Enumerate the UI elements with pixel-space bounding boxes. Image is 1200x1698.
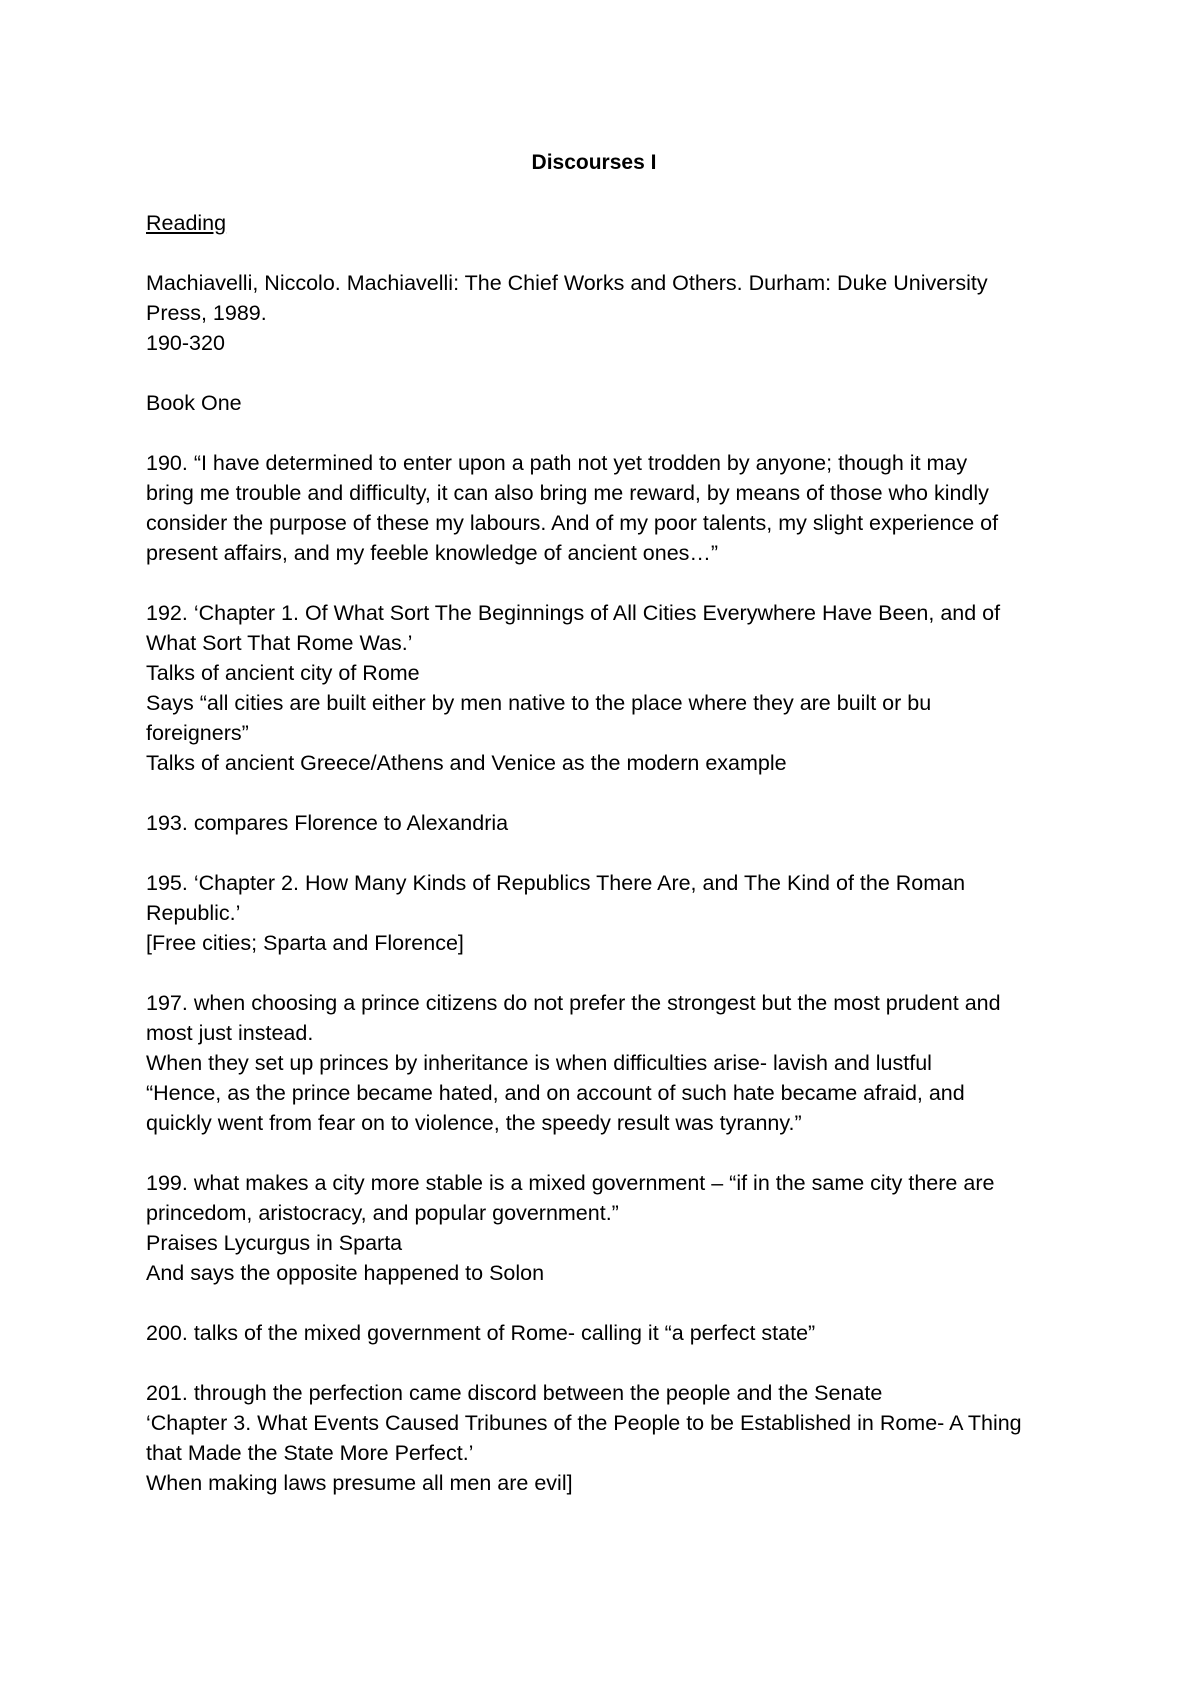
paragraph xyxy=(146,808,1046,838)
reading-heading: Reading xyxy=(146,211,227,235)
paragraph-line: bring me trouble and difficulty, it can also bring me reward, by means of those who kindly xyxy=(146,481,989,505)
paragraph-line: 195. ‘Chapter 2. How Many Kinds of Republics There Are, and The Kind of the Roman xyxy=(146,871,966,895)
paragraph-line: 200. talks of the mixed government of Rome- calling it “a perfect state” xyxy=(146,1321,816,1345)
paragraph-line: 201. through the perfection came discord between the people and the Senate xyxy=(146,1381,883,1405)
paragraph xyxy=(146,1378,1046,1498)
paragraph-line: quickly went from fear on to violence, the speedy result was tyranny.” xyxy=(146,1111,802,1135)
paragraph-line: Book One xyxy=(146,391,242,415)
paragraph-line: Machiavelli, Niccolo. Machiavelli: The Chief Works and Others. Durham: Duke University xyxy=(146,271,988,295)
paragraph-line: that Made the State More Perfect.’ xyxy=(146,1441,474,1465)
paragraph-line: 193. compares Florence to Alexandria xyxy=(146,811,509,835)
paragraph-line: consider the purpose of these my labours. And of my poor talents, my slight experience of xyxy=(146,511,999,535)
paragraph-line: Praises Lycurgus in Sparta xyxy=(146,1231,403,1255)
paragraph-line: Says “all cities are built either by men native to the place where they are built or bu xyxy=(146,691,932,715)
notes-blocks xyxy=(146,268,1046,1498)
paragraph-line: most just instead. xyxy=(146,1021,314,1045)
document-body xyxy=(146,148,1046,1528)
paragraph-line: princedom, aristocracy, and popular government.” xyxy=(146,1201,619,1225)
paragraph xyxy=(146,268,1046,358)
paragraph-line: What Sort That Rome Was.’ xyxy=(146,631,413,655)
paragraph xyxy=(146,598,1046,778)
paragraph-line: Republic.’ xyxy=(146,901,241,925)
paragraph-line: Talks of ancient Greece/Athens and Venice as the modern example xyxy=(146,751,787,775)
paragraph-line: 199. what makes a city more stable is a mixed government – “if in the same city there are xyxy=(146,1171,995,1195)
paragraph-line: 197. when choosing a prince citizens do not prefer the strongest but the most prudent and xyxy=(146,991,1001,1015)
paragraph-line: When making laws presume all men are evil] xyxy=(146,1471,573,1495)
paragraph-line: present affairs, and my feeble knowledge of ancient ones…” xyxy=(146,541,719,565)
paragraph xyxy=(146,388,1046,418)
paragraph xyxy=(146,868,1046,958)
document-title: Discourses I xyxy=(531,151,657,174)
paragraph-line: foreigners” xyxy=(146,721,249,745)
paragraph-line: When they set up princes by inheritance is when difficulties arise- lavish and lustful xyxy=(146,1051,932,1075)
paragraph xyxy=(146,988,1046,1138)
paragraph-line: [Free cities; Sparta and Florence] xyxy=(146,931,464,955)
paragraph xyxy=(146,1168,1046,1288)
paragraph-line: 190-320 xyxy=(146,331,225,355)
paragraph-line: “Hence, as the prince became hated, and on account of such hate became afraid, and xyxy=(146,1081,965,1105)
paragraph-line: Press, 1989. xyxy=(146,301,267,325)
paragraph-line: 192. ‘Chapter 1. Of What Sort The Beginnings of All Cities Everywhere Have Been, and of xyxy=(146,601,1001,625)
paragraph xyxy=(146,1318,1046,1348)
paragraph-line: ‘Chapter 3. What Events Caused Tribunes of the People to be Established in Rome- A Thing xyxy=(146,1411,1022,1435)
paragraph-line: 190. “I have determined to enter upon a path not yet trodden by anyone; though it may xyxy=(146,451,968,475)
paragraph-line: And says the opposite happened to Solon xyxy=(146,1261,545,1285)
paragraph-line: Talks of ancient city of Rome xyxy=(146,661,420,685)
paragraph xyxy=(146,448,1046,568)
